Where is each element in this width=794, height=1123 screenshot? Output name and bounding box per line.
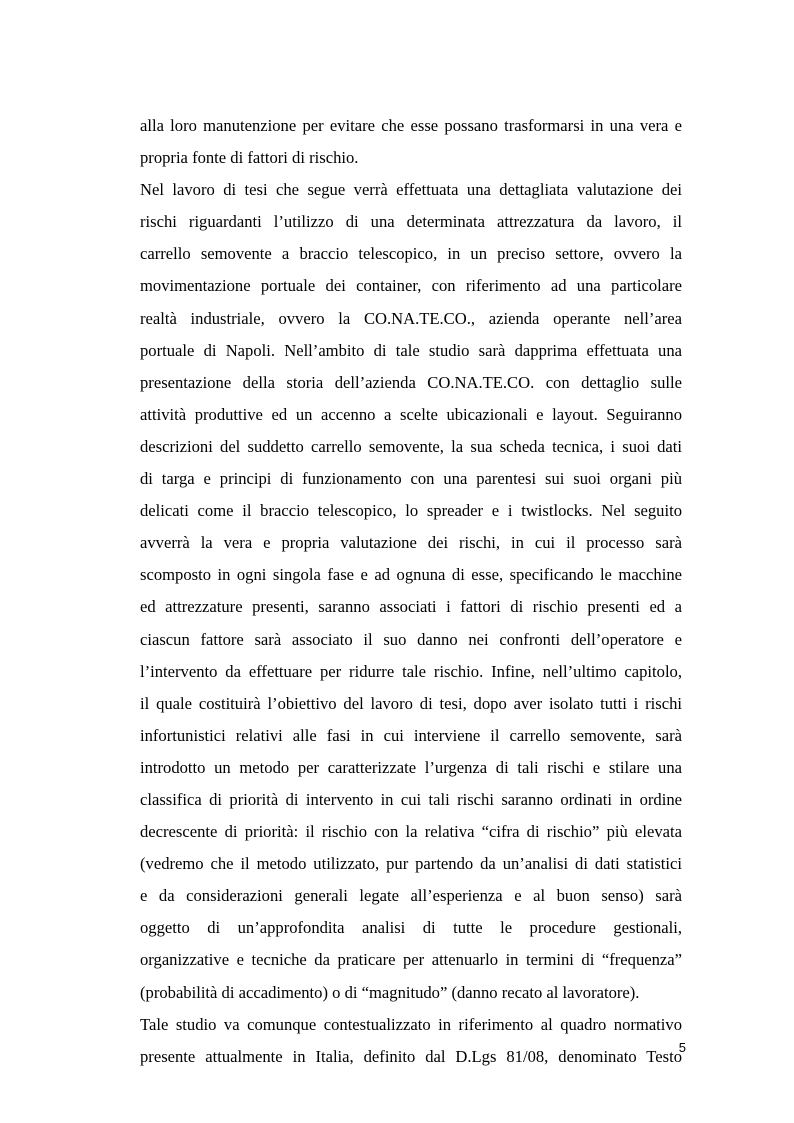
text-line: realtà industriale, ovvero la CO.NA.TE.CO., azienda operante nell’area [140,308,682,328]
text-line: scomposto in ogni singola fase e ad ognuna di esse, specificando le macchine [140,565,682,585]
text-line: introdotto un metodo per caratterizzate l’urgenza di tali rischi e stilare una [140,757,682,777]
text-line: movimentazione portuale dei container, con riferimento ad una particolare [140,276,682,296]
text-line: il quale costituirà l’obiettivo del lavoro di tesi, dopo aver isolato tutti i rischi [140,693,682,713]
text-line: alla loro manutenzione per evitare che esse possano trasformarsi in una vera e [140,116,682,135]
text-line: (vedremo che il metodo utilizzato, pur partendo da un’analisi di dati statistici [140,854,682,874]
text-line: carrello semovente a braccio telescopico, in un preciso settore, ovvero la [140,244,682,264]
text-line: presentazione della storia dell’azienda CO.NA.TE.CO. con dettaglio sulle [140,372,682,392]
text-line: portuale di Napoli. Nell’ambito di tale studio sarà dapprima effettuata una [140,340,682,360]
text-line: decrescente di priorità: il rischio con la relativa “cifra di rischio” più elevata [140,822,682,842]
text-line: ciascun fattore sarà associato il suo danno nei confronti dell’operatore e [140,629,682,649]
text-line: presente attualmente in Italia, definito dal D.Lgs 81/08, denominato Testo [140,1046,682,1066]
text-line: descrizioni del suddetto carrello semovente, la sua scheda tecnica, i suoi dati [140,436,682,456]
text-line: rischi riguardanti l’utilizzo di una determinata attrezzatura da lavoro, il [140,212,682,232]
page-number: 5 [678,1040,686,1055]
text-line: classifica di priorità di intervento in cui tali rischi saranno ordinati in ordine [140,789,682,809]
text-line: di targa e principi di funzionamento con una parentesi sui suoi organi più [140,469,682,489]
text-line: oggetto di un’approfondita analisi di tutte le procedure gestionali, [140,918,682,938]
paragraph-1 [140,110,682,174]
text-line: l’intervento da effettuare per ridurre tale rischio. Infine, nell’ultimo capitolo, [140,661,682,681]
text-line: avverrà la vera e propria valutazione dei rischi, in cui il processo sarà [140,533,682,553]
text-line: e da considerazioni generali legate all’esperienza e al buon senso) sarà [140,886,682,906]
text-line: ed attrezzature presenti, saranno associati i fattori di rischio presenti ed a [140,597,682,617]
text-line: delicati come il braccio telescopico, lo spreader e i twistlocks. Nel seguito [140,501,682,521]
text-line: Tale studio va comunque contestualizzato in riferimento al quadro normativo [140,1014,682,1034]
paragraph-2 [140,174,682,1008]
text-line: Nel lavoro di tesi che segue verrà effettuata una dettagliata valutazione dei [140,180,682,200]
text-line: infortunistici relativi alle fasi in cui interviene il carrello semovente, sarà [140,725,682,745]
text-line: propria fonte di fattori di rischio. [140,148,359,168]
text-line: (probabilità di accadimento) o di “magnitudo” (danno recato al lavoratore). [140,982,640,1002]
text-line: organizzative e tecniche da praticare per attenuarlo in termini di “frequenza” [140,950,682,970]
page-body [140,110,682,1073]
paragraph-3 [140,1009,682,1073]
text-line: attività produttive ed un accenno a scelte ubicazionali e layout. Seguiranno [140,404,682,424]
